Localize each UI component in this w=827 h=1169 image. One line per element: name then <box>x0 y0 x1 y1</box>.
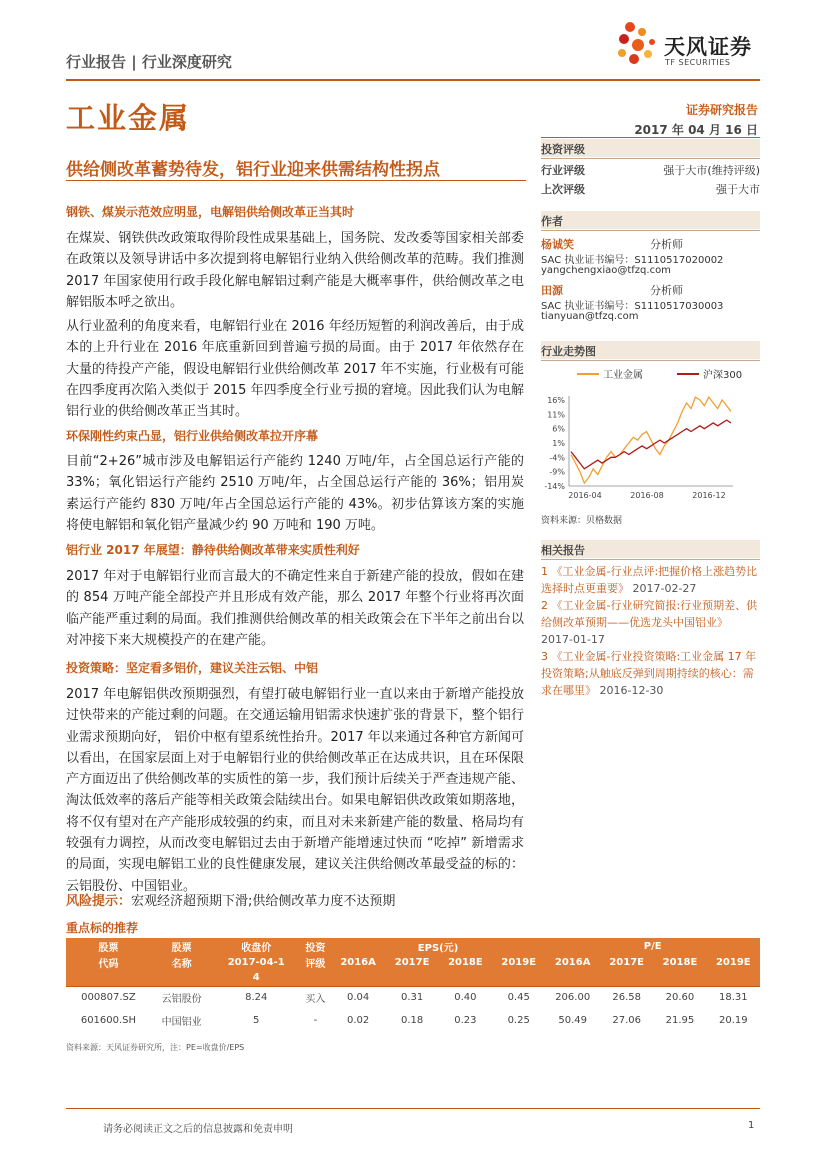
prev-rating-label: 上次评级 <box>541 183 585 196</box>
related-report[interactable] <box>541 597 761 648</box>
section-heading: 钢铁、煤炭示范效应明显，电解铝供给侧改革正当其时 <box>66 205 355 219</box>
author-title: 作者 <box>541 215 563 228</box>
th-code-2: 代码 <box>66 954 151 970</box>
stock-recommendation-table <box>66 938 760 1032</box>
author-cert: SAC 执业证书编号：S1110517020002 <box>541 255 724 266</box>
cell: 206.00 <box>545 986 600 1009</box>
related-report[interactable] <box>541 563 761 597</box>
paragraph: 2017 年对于电解铝行业而言最大的不确定性来自于新建产能的投放，假如在建的 854 万吨产能全部投产并且形成有效产能，那么 2017 年整个行业将再次面临产能严重过剩的局面。我们推测供给侧改革的相关政策会在下半年之前出台以对冲接下来大规模投产的在建产能。 <box>66 569 524 648</box>
y-tick-label: 6% <box>552 424 565 434</box>
table-title: 重点标的推荐 <box>66 921 139 935</box>
related-report-title[interactable]: 2 《工业金属-行业研究简报:行业预期差、供给侧改革预期——优选龙头中国铝业》 <box>541 599 758 629</box>
legend-label: 沪深300 <box>703 370 743 381</box>
related-report-date: 2016-12-30 <box>599 684 664 697</box>
risk-note <box>66 890 395 909</box>
cell: - <box>313 1015 318 1026</box>
th-name: 股票 <box>151 938 212 954</box>
rating-label: 行业评级 <box>541 164 585 177</box>
rating-divider <box>541 158 760 159</box>
cell: 26.58 <box>600 986 653 1009</box>
cell: 0.40 <box>439 986 492 1009</box>
cell: 000807.SZ <box>66 986 151 1009</box>
th-pe-2019: 2019E <box>707 954 760 970</box>
sidebar-divider <box>541 137 760 138</box>
rating-title: 投资评级 <box>541 143 585 156</box>
th-pe: P/E <box>545 938 760 954</box>
author-role: 分析师 <box>650 284 683 297</box>
th-eps: EPS(元) <box>331 938 546 954</box>
paragraph: 2017 年电解铝供改预期强烈，有望打破电解铝行业一直以来由于新增产能投放过快带来的产能过剩的问题。在交通运输用铝需求快速扩张的背景下，整个铝行业需求预期向好， 铝价中枢有望系统性抬升。2017 年以来通过各种官方新闻可以看出，在国家层面上对于电解铝行业的供给侧改革正在达成共识，且在环保限产方面迈出了供给侧改革的实质性的第一步，我们预计后续关于严查违规产能、淘汰低效率的落后产能等相关政策会陆续出台。如果电解铝供改政策如期落地，将不仅有望对在产产能形成较强的约束，而且对未来新建产能的数量、格局均有较强有力调控，从而改变电解铝过去由于新增产能增速过快而 “吃掉” 新增需求的局面，实现电解铝工业的良性健康发展，建议关注供给侧改革最受益的标的：云铝股份、中国铝业。 <box>66 687 524 894</box>
page-number: 1 <box>748 1120 755 1131</box>
th-eps-2016: 2016A <box>331 954 386 970</box>
y-tick-label: 16% <box>547 396 565 405</box>
related-report-title[interactable]: 1 《工业金属-行业点评:把握价格上涨趋势比选择时点更重要》 <box>541 565 758 595</box>
table-row <box>66 986 760 1009</box>
cell: 0.31 <box>385 986 438 1009</box>
paragraph: 目前“2+26”城市涉及电解铝运行产能约 1240 万吨/年，占全国总运行产能的 33%；氧化铝运行产能约 2510 万吨/年，占全国总运行产能的 36%；铝用炭素运行产能约 830 万吨/年占全国总运行产能的 43%。初步估算该方案的实施将使电解铝和氧化铝产量减少约 90 万吨和 190 万吨。 <box>66 454 524 533</box>
author-band <box>541 211 760 229</box>
related-report[interactable] <box>541 648 761 699</box>
header-divider <box>66 79 760 81</box>
footer-disclaimer: 请务必阅读正文之后的信息披露和免责申明 <box>103 1124 293 1135</box>
table-row <box>66 1009 760 1032</box>
cell: 0.04 <box>331 986 386 1009</box>
y-tick-label: -4% <box>549 453 565 463</box>
cell: 0.23 <box>454 1015 477 1026</box>
cell: 0.02 <box>346 1015 370 1026</box>
cell: 5 <box>253 1015 260 1026</box>
x-tick-label: 2016-12 <box>692 491 726 500</box>
cell: 27.06 <box>612 1015 641 1026</box>
x-tick-label: 2016-04 <box>568 491 602 500</box>
cell: 20.60 <box>653 986 706 1009</box>
cell: 云铝股份 <box>151 986 212 1009</box>
report-title: 供给侧改革蓄势待发，铝行业迎来供需结构性拐点 <box>66 160 440 180</box>
cell: 18.31 <box>707 986 760 1009</box>
th-eps-2017: 2017E <box>385 954 438 970</box>
chart-series <box>571 397 731 483</box>
related-report-date: 2017-02-27 <box>632 582 697 595</box>
y-tick-label: -14% <box>544 482 565 491</box>
footer-divider <box>66 1108 760 1109</box>
author-cert: SAC 执业证书编号：S1110517030003 <box>541 301 724 312</box>
th-pe-2018: 2018E <box>653 954 706 970</box>
cell: 中国铝业 <box>161 1017 202 1028</box>
related-divider <box>541 559 760 560</box>
cell: 0.25 <box>507 1015 530 1026</box>
paragraph: 从行业盈利的角度来看，电解铝行业在 2016 年经历短暂的利润改善后，由于成本的上升行业在 2016 年底重新回到普遍亏损的局面。由于 2017 年依然存在大量的待投产产能，假设电解铝行业供给侧改革 2017 年不实施，行业极有可能在四季度再次陷入类似于 2015 年四季度全行业亏损的窘境。因此我们认为电解铝行业的供给侧改革正当其时。 <box>66 319 524 420</box>
author-email[interactable]: tianyuan@tfzq.com <box>541 311 639 322</box>
table-header-row <box>66 938 760 954</box>
y-tick-label: -9% <box>549 467 565 477</box>
th-rating-2: 评级 <box>300 954 331 970</box>
brand-en: TF SECURITIES <box>665 58 731 67</box>
prev-rating-value: 强于大市 <box>716 183 760 196</box>
author-name: 杨诚笑 <box>541 238 574 251</box>
section-heading: 环保刚性约束凸显，铝行业供给侧改革拉开序幕 <box>66 429 319 443</box>
th-close-3: 4 <box>212 970 300 986</box>
cell: 0.18 <box>400 1015 424 1026</box>
risk-label: 风险提示： <box>66 894 132 909</box>
chart-legend <box>577 368 742 381</box>
th-pe-2017: 2017E <box>600 954 653 970</box>
industry-title: 工业金属 <box>66 101 191 135</box>
brand-name: 天风证券 <box>664 35 752 59</box>
cell: 50.49 <box>558 1015 587 1026</box>
cell: 21.95 <box>665 1015 695 1026</box>
y-tick-label: 11% <box>547 410 565 420</box>
industry-trend-chart <box>541 364 761 504</box>
cell: 20.19 <box>718 1015 748 1026</box>
related-report-title[interactable]: 3 《工业金属-行业投资策略:工业金属 17 年投资策略;从触底反弹到周期持续的核心：需求在哪里》 <box>541 650 757 697</box>
trend-title: 行业走势图 <box>541 345 596 358</box>
paragraph: 在煤炭、钢铁供改政策取得阶段性成果基础上，国务院、发改委等国家相关部委在政策以及领导讲话中多次提到将电解铝行业纳入供给侧改革的范畴。我们推测 2017 年国家使用行政手段化解电解铝过剩产能是大概率事件，供给侧改革之电解铝版本呼之欲出。 <box>66 231 524 310</box>
author-role: 分析师 <box>650 238 683 251</box>
th-eps-2018: 2018E <box>439 954 492 970</box>
table-header-row <box>66 970 760 986</box>
cell: 0.45 <box>492 986 545 1009</box>
x-tick-label: 2016-08 <box>630 491 664 500</box>
table-header-row <box>66 954 760 970</box>
author-email[interactable]: yangchengxiao@tfzq.com <box>541 265 671 276</box>
author-name: 田源 <box>541 284 563 297</box>
report-kind: 证券研究报告 <box>685 103 758 117</box>
th-eps-2019: 2019E <box>492 954 545 970</box>
report-type: 行业报告 | 行业深度研究 <box>66 53 232 71</box>
report-date: 2017 年 04 月 16 日 <box>634 123 758 137</box>
th-pe-2016: 2016A <box>545 954 600 970</box>
risk-text: 宏观经济超预期下滑;供给侧改革力度不达预期 <box>131 894 396 909</box>
y-tick-label: 1% <box>552 439 565 448</box>
chart-source: 资料来源：贝格数据 <box>541 516 623 526</box>
author-divider <box>541 230 760 231</box>
th-close-2: 2017-04-1 <box>212 954 300 970</box>
series-line <box>571 397 731 483</box>
section-heading: 投资策略：坚定看多铝价，建议关注云铝、中铝 <box>66 661 319 675</box>
th-code: 股票 <box>66 938 151 954</box>
series-line <box>571 420 731 469</box>
th-close: 收盘价 <box>212 938 300 954</box>
related-title: 相关报告 <box>541 544 585 557</box>
trend-divider <box>541 360 760 361</box>
cell: 601600.SH <box>80 1015 137 1026</box>
table-note: 资料来源：天风证券研究所，注：PE=收盘价/EPS <box>66 1043 245 1052</box>
related-report-date: 2017-01-17 <box>541 633 605 646</box>
th-name-2: 名称 <box>151 954 212 970</box>
title-divider <box>66 180 526 181</box>
th-rating: 投资 <box>300 938 331 954</box>
rating-value: 强于大市(维持评级) <box>663 164 760 177</box>
cell: 8.24 <box>212 986 300 1009</box>
cell: 买入 <box>300 986 331 1009</box>
legend-label: 工业金属 <box>603 370 643 381</box>
section-heading: 铝行业 2017 年展望：静待供给侧改革带来实质性利好 <box>66 543 360 557</box>
